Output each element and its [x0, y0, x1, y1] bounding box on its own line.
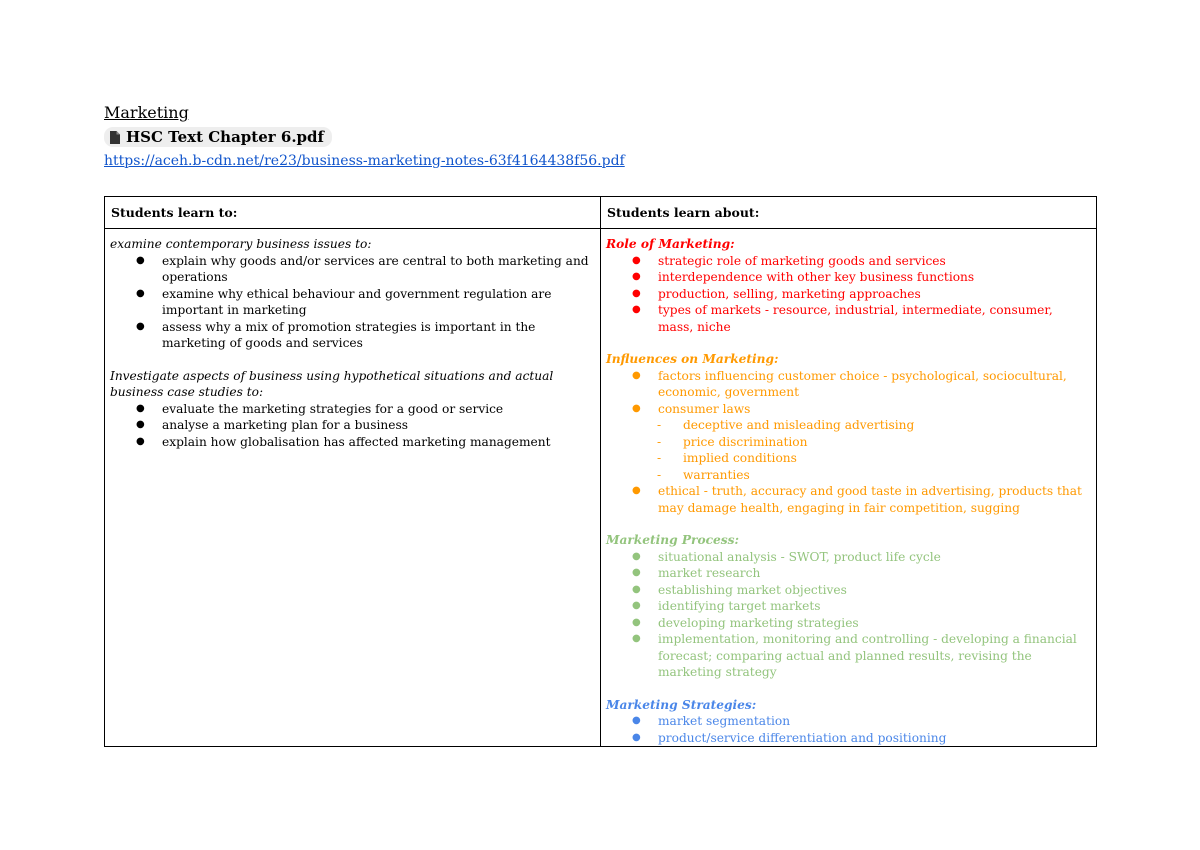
file-icon [110, 131, 120, 144]
col-header-learn-about: Students learn about: [601, 197, 1097, 229]
table-body-row [105, 229, 1097, 747]
file-chip[interactable] [104, 127, 332, 147]
list-item: ● types of markets - resource, industrial, intermediate, consumer, mass, niche [632, 302, 1091, 335]
learn-about-cell [601, 229, 1097, 747]
role-of-marketing-section [606, 236, 1091, 335]
strategies-list [606, 713, 1091, 746]
marketing-process-section [606, 532, 1091, 681]
list-item: - deceptive and misleading advertising [657, 417, 1091, 434]
list-item: ● establishing market objectives [632, 582, 1091, 599]
consumer-laws-sublist [606, 417, 1091, 483]
list-item: ● explain why goods and/or services are central to both marketing and operations [136, 253, 595, 286]
list-item: ● factors influencing customer choice - psychological, sociocultural, economic, government [632, 368, 1091, 401]
list-item: ● market segmentation [632, 713, 1091, 730]
influences-section [606, 351, 1091, 516]
list-item: ● identifying target markets [632, 598, 1091, 615]
list-item: ● market research [632, 565, 1091, 582]
list-item: ● examine why ethical behaviour and government regulation are important in marketing [136, 286, 595, 319]
process-heading: Marketing Process: [606, 533, 740, 547]
list-item: ● situational analysis - SWOT, product life cycle [632, 549, 1091, 566]
influences-list [606, 368, 1091, 418]
notes-link[interactable]: https://aceh.b-cdn.net/re23/business-marketing-notes-63f4164438f56.pdf [104, 152, 625, 169]
list-item: ● implementation, monitoring and controlling - developing a financial forecast; comparing actual and planned results, revising the marketing strategy [632, 631, 1091, 681]
influences-list-2 [606, 483, 1091, 516]
col-header-learn-to: Students learn to: [105, 197, 601, 229]
learn-to-intro-1: examine contemporary business issues to: [110, 237, 372, 251]
file-chip-label: HSC Text Chapter 6.pdf [126, 128, 324, 146]
document-title: Marketing [104, 103, 189, 122]
learn-to-cell [105, 229, 601, 747]
learn-to-intro-2: Investigate aspects of business using hypothetical situations and actual business case studies to: [110, 368, 554, 399]
list-item: ● explain how globalisation has affected marketing management [136, 434, 595, 451]
role-list [606, 253, 1091, 336]
document-header [104, 102, 625, 172]
syllabus-table [104, 196, 1097, 747]
list-item: - warranties [657, 467, 1091, 484]
list-item: ● consumer laws [632, 401, 1091, 418]
learn-to-list-2 [110, 401, 595, 451]
process-list [606, 549, 1091, 681]
list-item: - price discrimination [657, 434, 1091, 451]
strategies-heading: Marketing Strategies: [606, 697, 757, 712]
marketing-strategies-section [606, 697, 1091, 747]
influences-heading: Influences on Marketing: [606, 352, 779, 366]
role-heading: Role of Marketing: [606, 237, 735, 251]
list-item: ● interdependence with other key business functions [632, 269, 1091, 286]
list-item: ● assess why a mix of promotion strategies is important in the marketing of goods and services [136, 319, 595, 352]
learn-to-list-1 [110, 253, 595, 352]
list-item: ● developing marketing strategies [632, 615, 1091, 632]
table-header-row [105, 197, 1097, 229]
list-item: ● evaluate the marketing strategies for a good or service [136, 401, 595, 418]
list-item: ● product/service differentiation and positioning [632, 730, 1091, 747]
list-item: ● analyse a marketing plan for a business [136, 417, 595, 434]
list-item: - implied conditions [657, 450, 1091, 467]
list-item: ● ethical - truth, accuracy and good taste in advertising, products that may damage health, engaging in fair competition, sugging [632, 483, 1091, 516]
list-item: ● strategic role of marketing goods and services [632, 253, 1091, 270]
list-item: ● production, selling, marketing approaches [632, 286, 1091, 303]
